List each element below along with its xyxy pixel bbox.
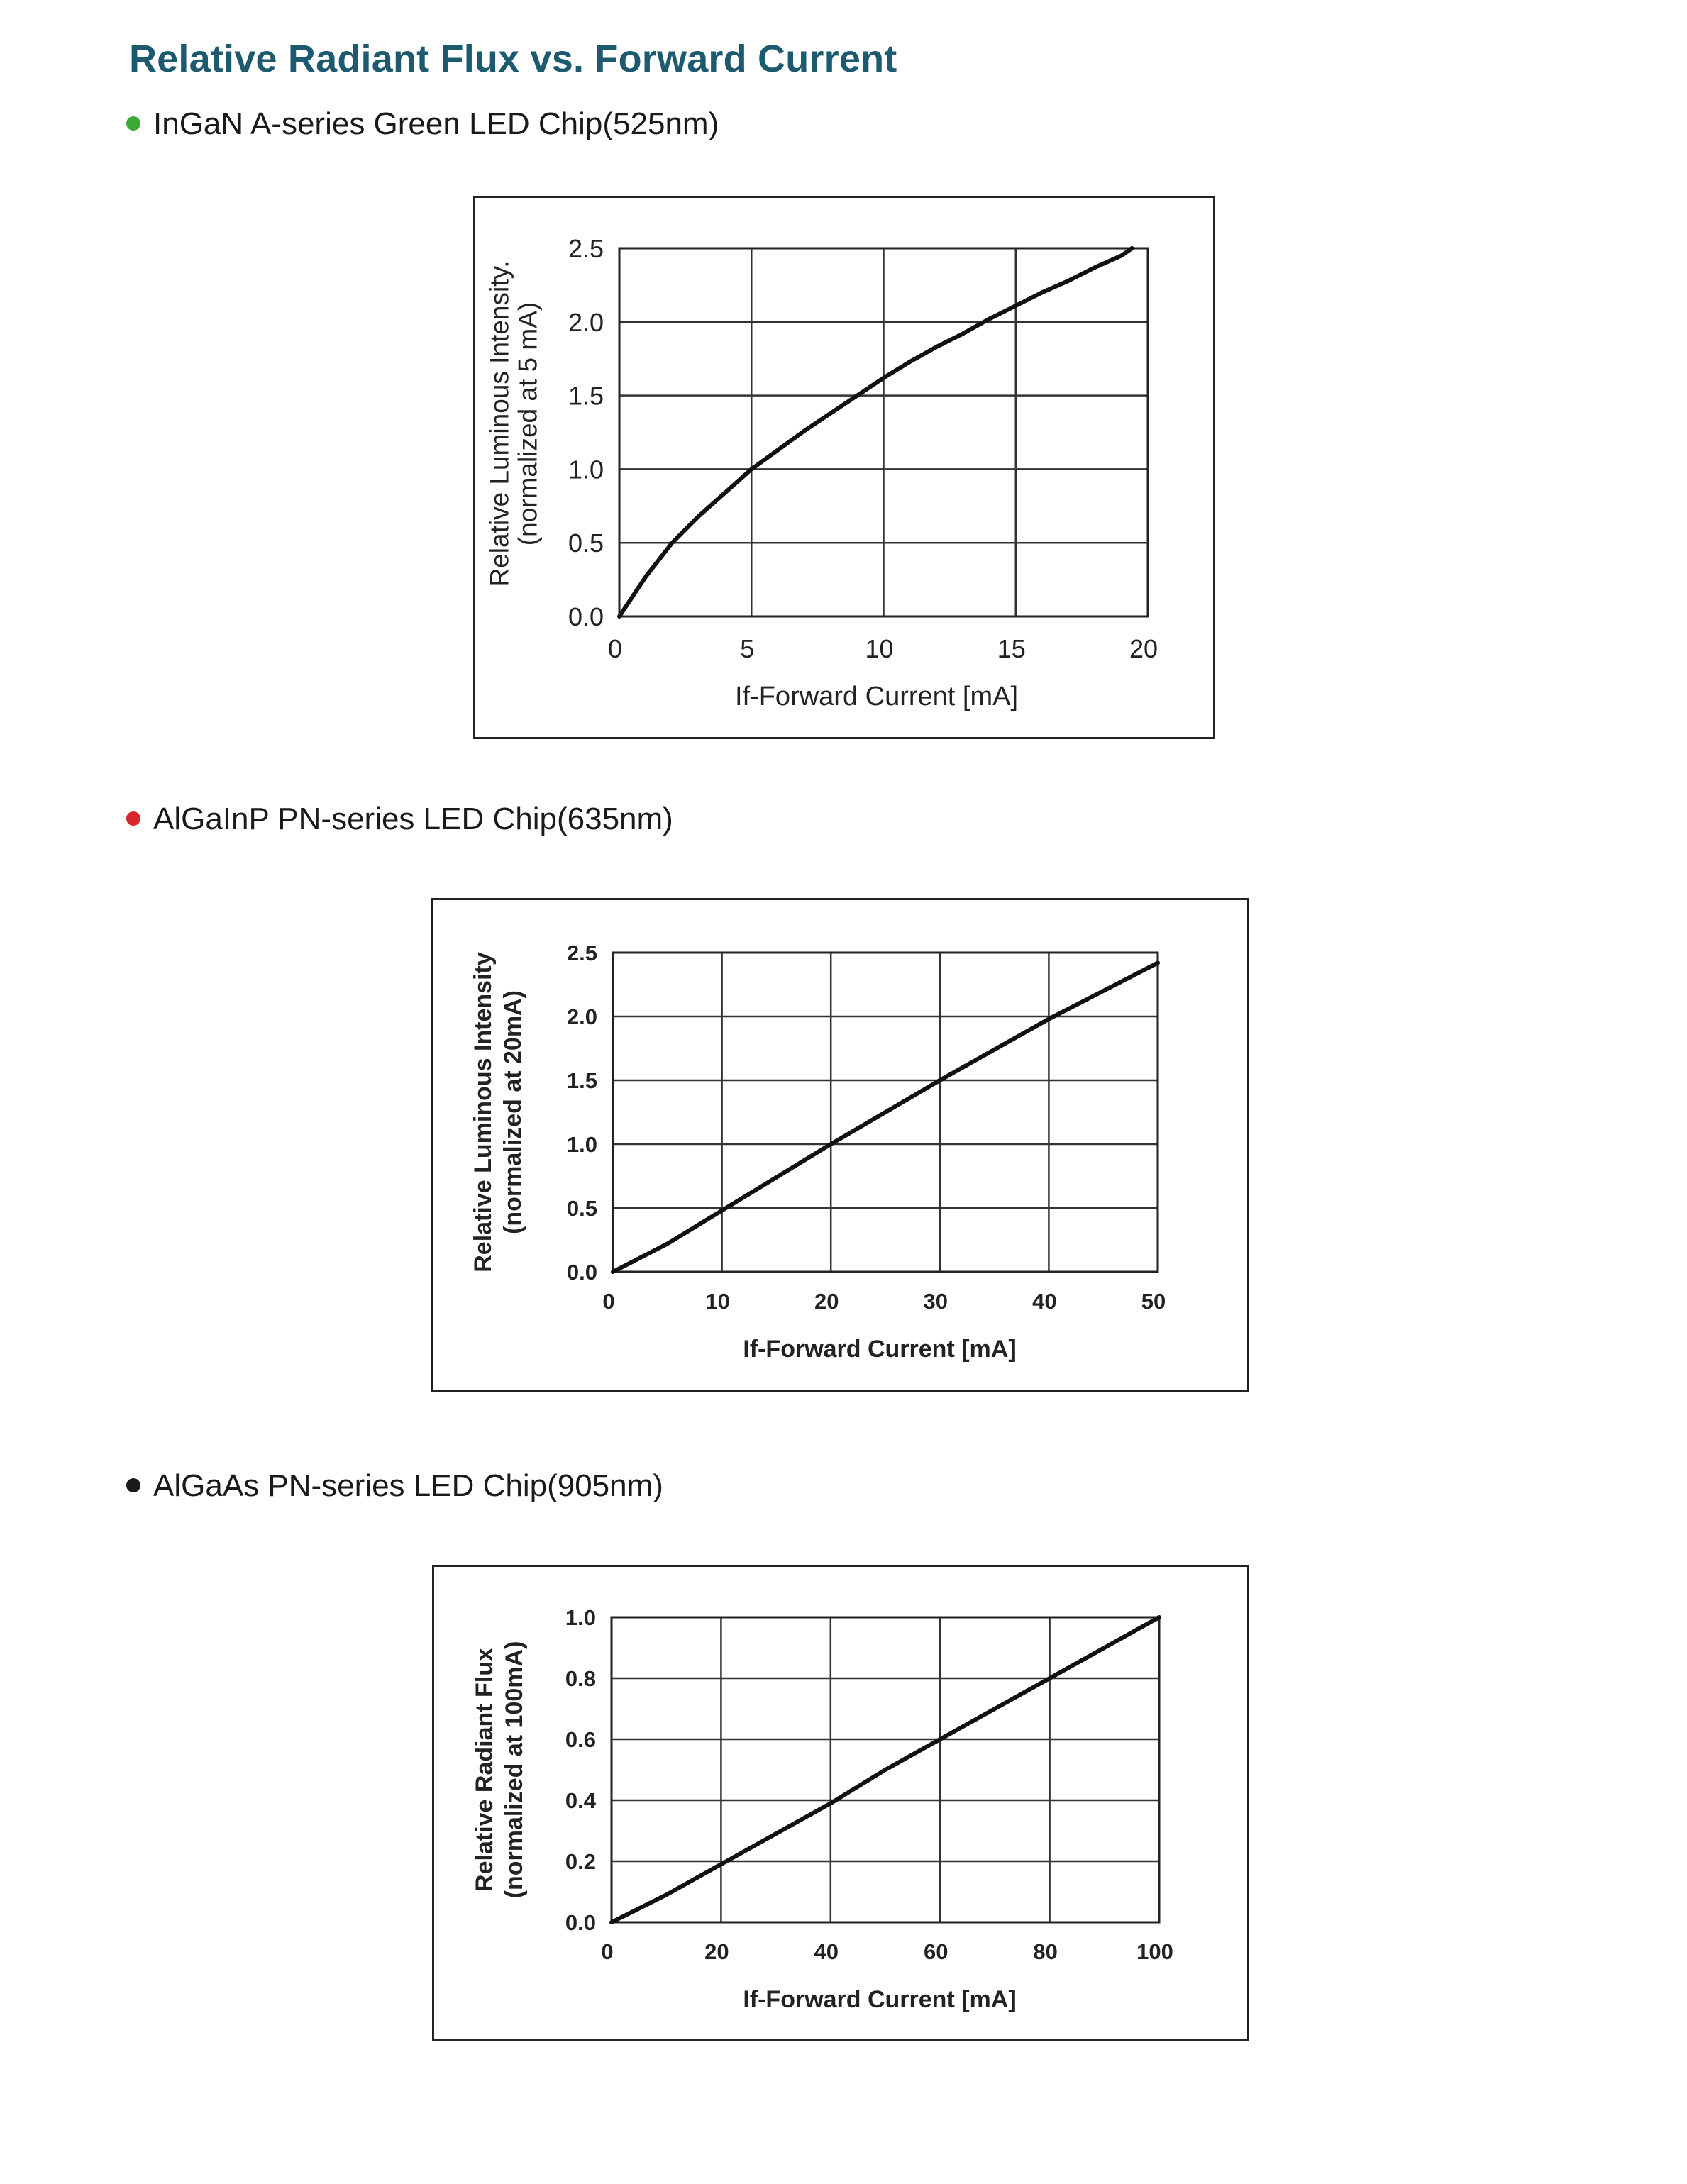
y-tick-label: 1.0: [568, 455, 604, 484]
series-line: [612, 1617, 1159, 1922]
chart-svg: [433, 900, 1247, 1390]
x-tick-label: 30: [923, 1289, 948, 1314]
x-tick-label: 0: [602, 1289, 615, 1314]
y-tick-label: 0.2: [565, 1849, 596, 1875]
x-tick-label: 0: [607, 634, 623, 663]
x-tick-label: 0: [601, 1939, 614, 1964]
series-line: [619, 248, 1132, 616]
y-tick-label: 0.0: [565, 1910, 596, 1936]
bullet-icon: [126, 116, 140, 131]
x-tick-label: 20: [704, 1939, 729, 1964]
x-tick-label: 10: [705, 1289, 730, 1314]
x-tick-label: 40: [1032, 1289, 1057, 1314]
x-tick-label: 100: [1136, 1939, 1173, 1964]
y-axis-label-normalization: (normalized at 100mA): [501, 1641, 528, 1899]
y-tick-label: 0.5: [566, 1196, 597, 1221]
bullet-icon: [126, 811, 140, 826]
x-tick-label: 20: [814, 1289, 839, 1314]
y-tick-label: 1.0: [566, 1132, 597, 1158]
x-tick-label: 40: [814, 1939, 839, 1964]
x-tick-label: 10: [865, 634, 894, 663]
section-heading-algainp: [126, 802, 673, 837]
section-heading-algaas: [126, 1468, 663, 1504]
x-tick-label: 50: [1141, 1289, 1166, 1314]
x-tick-label: 5: [740, 634, 755, 663]
y-tick-label: 0.0: [566, 1260, 597, 1285]
y-tick-label: 2.5: [566, 941, 597, 966]
y-tick-label: 0.8: [565, 1666, 596, 1692]
section-label: AlGaInP PN-series LED Chip(635nm): [153, 802, 673, 836]
chart-svg: [475, 198, 1213, 737]
y-tick-label: 0.4: [565, 1788, 596, 1814]
chart-ingan-green: [473, 196, 1215, 739]
section-label: AlGaAs PN-series LED Chip(905nm): [153, 1468, 663, 1503]
section-label: InGaN A-series Green LED Chip(525nm): [153, 106, 719, 141]
y-tick-label: 2.5: [568, 233, 604, 263]
y-axis-label: Relative Luminous Intensity.: [485, 260, 514, 587]
chart-algaas-ir: [432, 1565, 1249, 2041]
y-axis-label: Relative Luminous Intensity: [470, 952, 497, 1273]
x-axis-label: If-Forward Current [mA]: [734, 682, 1019, 711]
y-tick-label: 1.0: [565, 1605, 596, 1631]
y-axis-label: Relative Radiant Flux: [471, 1648, 498, 1892]
y-tick-label: 0.0: [568, 602, 604, 631]
x-tick-label: 60: [923, 1939, 948, 1964]
y-tick-label: 1.5: [566, 1068, 597, 1094]
page-title: Relative Radiant Flux vs. Forward Current: [129, 38, 897, 80]
y-tick-label: 0.5: [568, 528, 604, 558]
x-axis-label: If-Forward Current [mA]: [743, 1986, 1017, 2013]
y-tick-label: 2.0: [568, 307, 604, 337]
section-heading-ingan: [126, 106, 719, 142]
x-axis-label: If-Forward Current [mA]: [743, 1336, 1017, 1363]
series-line: [613, 963, 1158, 1272]
chart-svg: [434, 1567, 1247, 2039]
y-tick-label: 1.5: [568, 381, 604, 411]
x-tick-label: 80: [1033, 1939, 1058, 1964]
x-tick-label: 20: [1129, 634, 1158, 663]
x-tick-label: 15: [997, 634, 1026, 663]
y-tick-label: 0.6: [565, 1727, 596, 1753]
y-axis-label-normalization: (normalized at 20mA): [499, 990, 526, 1234]
y-axis-label-normalization: (normalized at 5 mA): [513, 301, 543, 546]
bullet-icon: [126, 1478, 140, 1492]
chart-algainp-red: [431, 898, 1249, 1392]
y-tick-label: 2.0: [566, 1004, 597, 1030]
